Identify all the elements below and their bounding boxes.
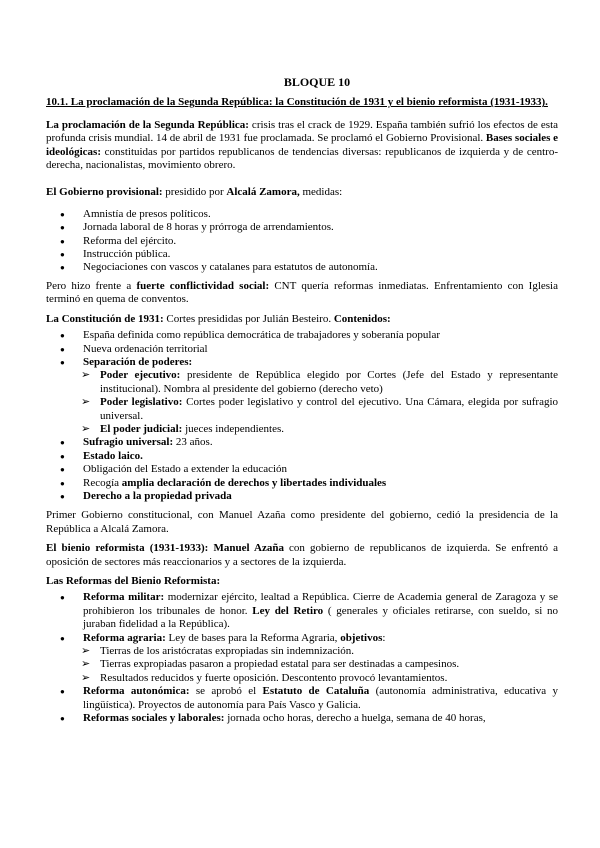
section-title: 10.1. La proclamación de la Segunda República: la Constitución de 1931 y el bienio reformista (1931-1933). <box>46 96 548 109</box>
reforms-list <box>46 591 558 725</box>
powers-sublist <box>46 369 558 436</box>
sub-list-item: ➢ Tierras expropiadas pasaron a propiedad estatal para ser destinadas a campesinos. <box>46 658 558 671</box>
list-item: ● Reforma del ejército. <box>46 235 558 248</box>
list-item: ● Reforma militar: modernizar ejército, lealtad a República. Cierre de Academia general de Zaragoza y se prohibieron los tribunales de honor. Ley del Retiro ( generales y oficiales retirarse, con sueldo, si no juraban fidelidad a la República). <box>46 591 558 631</box>
provisional-measures-list <box>46 208 558 275</box>
sub-list-item: ➢ Tierras de los aristócratas expropiadas sin indemnización. <box>46 645 558 658</box>
sub-list-item: ➢ Poder legislativo: Cortes poder legislativo y control del ejecutivo. Una Cámara, elegida por sufragio universal. <box>46 396 558 423</box>
constitution-contents-list <box>46 329 558 503</box>
sub-list-item: ➢ Poder ejecutivo: presidente de República elegido por Cortes (Jefe del Estado y representante institucional). Nombra al presidente del gobierno (derecho veto) <box>46 369 558 396</box>
list-item: ● Obligación del Estado a extender la educación <box>46 463 558 476</box>
list-item: ● Reformas sociales y laborales: jornada ocho horas, derecho a huelga, semana de 40 horas, <box>46 712 558 725</box>
sub-list-item: ➢ El poder judicial: jueces independientes. <box>46 423 558 436</box>
reforms-heading: Las Reformas del Bienio Reformista: <box>46 575 221 587</box>
list-item: ● Recogía amplia declaración de derechos y libertades individuales <box>46 477 558 490</box>
list-item: ● Amnistía de presos políticos. <box>46 208 558 221</box>
list-item: ● Negociaciones con vascos y catalanes para estatutos de autonomía. <box>46 261 558 274</box>
list-item: ● Nueva ordenación territorial <box>46 343 558 356</box>
provisional-government-heading: El Gobierno provisional: presidido por Alcalá Zamora, medidas: <box>46 186 343 199</box>
reformist-biennium-paragraph: El bienio reformista (1931-1933): Manuel Azaña con gobierno de republicanos de izquierda. Se enfrentó a oposición de sectores más reaccionarios y a sectores de la izquierda. <box>46 542 559 568</box>
list-item: ● Jornada laboral de 8 horas y prórroga de arrendamientos. <box>46 221 558 234</box>
list-item: ● Estado laico. <box>46 450 558 463</box>
list-item: ● España definida como república democrática de trabajadores y soberanía popular <box>46 329 558 342</box>
list-item: ● Derecho a la propiedad privada <box>46 490 558 503</box>
constitution-heading: La Constitución de 1931: Cortes presididas por Julián Besteiro. Contenidos: <box>46 312 391 325</box>
list-item: ● Separación de poderes: ➢ Poder ejecutivo: presidente de República elegido por Cortes (Jefe del Estado y representante institucional). Nombra al presidente del gobierno (derecho veto) ➢ Poder legislativo: Cortes poder legislativo y control del ejecutivo. Una Cámara, elegida por sufragio universal. ➢ El poder judicial: jueces independientes. <box>46 356 558 436</box>
agrarian-sublist <box>46 645 558 685</box>
social-conflict-paragraph: Pero hizo frente a fuerte conflictividad social: CNT quería reformas inmediatas. Enfrentamiento con Iglesia terminó en quema de conventos. <box>46 279 558 306</box>
list-item: ● Instrucción pública. <box>46 248 558 261</box>
proclamation-paragraph: La proclamación de la Segunda República: crisis tras el crack de 1929. España también sufrió los efectos de esta profunda crisis mundial. 14 de abril de 1931 fue proclamada. Se proclamó el Gobierno Provisional. Bases sociales e ideológicas: constituidas por partidos republicanos de tendencias diversas: republicanos de izquierda y de centro-derecha, nacionalistas, movimiento obrero. <box>46 118 559 172</box>
sub-list-item: ➢ Resultados reducidos y fuerte oposición. Descontento provocó levantamientos. <box>46 672 558 685</box>
list-item: ● Sufragio universal: 23 años. <box>46 436 558 449</box>
list-item: ● Reforma autonómica: se aprobó el Estatuto de Cataluña (autonomía administrativa, educativa y lingüística). Proyectos de autonomía para País Vasco y Galicia. <box>46 685 558 712</box>
first-government-paragraph: Primer Gobierno constitucional, con Manuel Azaña como presidente del gobierno, cedió la presidencia de la República a Alcalá Zamora. <box>46 509 558 535</box>
block-heading: BLOQUE 10 <box>283 75 351 89</box>
document-page <box>46 76 558 725</box>
list-item: ● Reforma agraria: Ley de bases para la Reforma Agraria, objetivos: ➢ Tierras de los aristócratas expropiadas sin indemnización. ➢ Tierras expropiadas pasaron a propiedad estatal para ser destinadas a campesinos. ➢ Resultados reducidos y fuerte oposición. Descontento provocó levantamientos. <box>46 632 558 686</box>
